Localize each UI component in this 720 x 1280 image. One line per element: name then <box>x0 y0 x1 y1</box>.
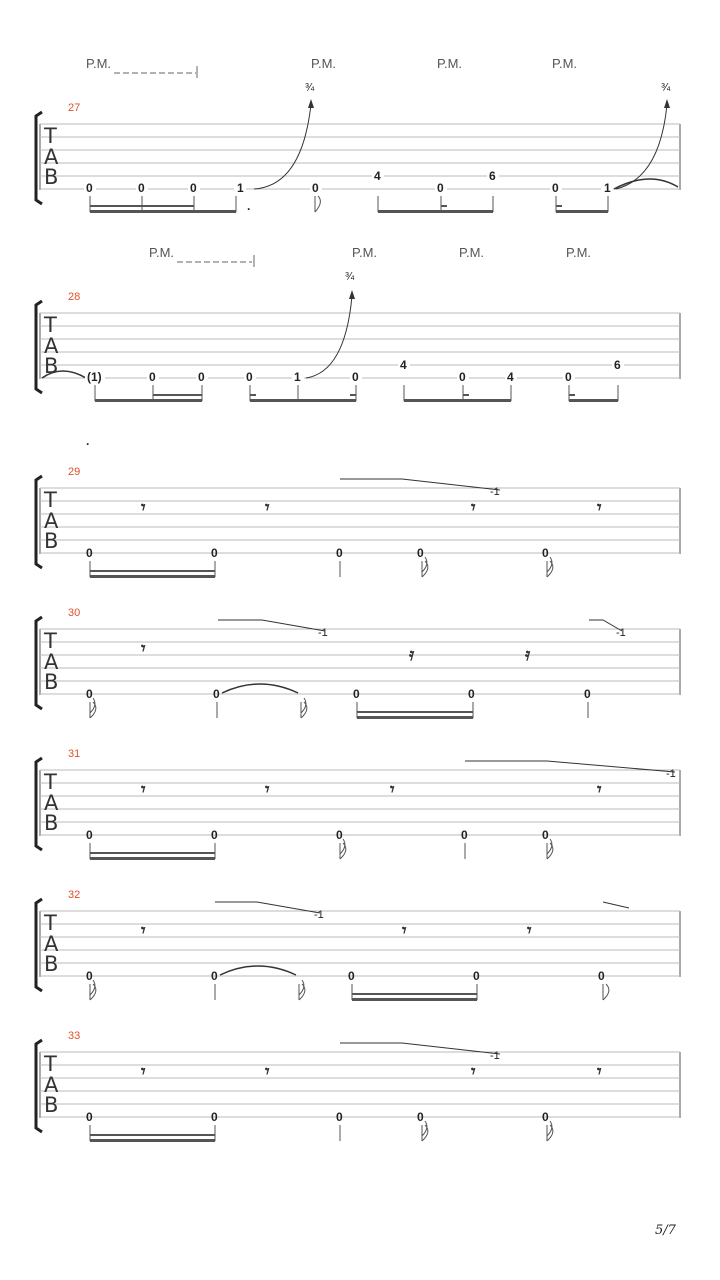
measure-number: 33 <box>68 1030 81 1042</box>
note-flag <box>547 557 553 577</box>
eighth-rest: 𝄾 <box>141 921 146 941</box>
fret-number: 0 <box>149 370 156 384</box>
fret-number: 0 <box>213 687 220 701</box>
palm-mute-label: P.M. <box>459 245 485 260</box>
note-flag <box>422 1121 428 1141</box>
rhythm-stems <box>90 984 603 1000</box>
rhythm-beams <box>352 993 477 1001</box>
rhythm-stems <box>95 385 618 401</box>
fret-number: 0 <box>473 969 480 983</box>
whammy-amount: -1 <box>490 486 500 498</box>
eighth-rest: 𝄾 <box>527 921 532 941</box>
palm-mute-label: P.M. <box>311 56 337 71</box>
staff-lines <box>40 770 680 835</box>
tie-arc <box>614 179 678 189</box>
rests <box>141 639 531 665</box>
tab-clef-b: B <box>44 811 59 835</box>
fret-number: 0 <box>542 828 549 842</box>
eighth-rest: 𝄾 <box>471 1062 476 1082</box>
note-flag <box>603 984 609 1000</box>
sixteenth-rest: 𝄿 <box>409 645 415 665</box>
note-flag <box>547 839 553 859</box>
system-28 <box>36 245 680 402</box>
system-33 <box>36 1030 680 1142</box>
fret-number: 0 <box>352 370 359 384</box>
rhythm-stems <box>90 843 547 859</box>
tab-clef-t: T <box>44 488 57 512</box>
system-30 <box>36 607 680 719</box>
whammy-amount: -1 <box>318 627 328 639</box>
fret-number: 4 <box>374 169 381 183</box>
eighth-rest: 𝄾 <box>141 498 146 518</box>
bend-amount: ¾ <box>661 82 671 94</box>
eighth-rest: 𝄾 <box>471 498 476 518</box>
fret-number: 0 <box>584 687 591 701</box>
system-27 <box>36 56 680 213</box>
fret-number: 0 <box>417 1110 424 1124</box>
palm-mute-label: P.M. <box>352 245 378 260</box>
note-flag <box>422 557 428 577</box>
fret-numbers <box>85 356 624 384</box>
eighth-rest: 𝄾 <box>265 1062 270 1082</box>
eighth-rest: 𝄾 <box>141 780 146 800</box>
bend-arrowhead <box>349 290 355 299</box>
fret-number: (1) <box>87 370 102 384</box>
palm-mute-label: P.M. <box>149 245 175 260</box>
palm-mute-label: P.M. <box>552 56 578 71</box>
fret-number: 0 <box>437 181 444 195</box>
note-flag <box>340 839 346 859</box>
tab-clef-b: B <box>44 354 59 378</box>
augmentation-dot: . <box>247 199 251 213</box>
fret-number: 0 <box>459 370 466 384</box>
rhythm-stems <box>90 196 608 212</box>
staff-lines <box>40 911 680 976</box>
tab-clef-a: A <box>44 145 59 169</box>
tab-clef-a: A <box>44 932 59 956</box>
measure-number: 28 <box>68 291 81 303</box>
fret-number: 0 <box>86 687 93 701</box>
eighth-rest: 𝄾 <box>141 639 146 659</box>
fret-number: 0 <box>312 181 319 195</box>
system-bracket <box>36 1040 42 1132</box>
rhythm-stems <box>90 561 547 577</box>
measure-number: 30 <box>68 607 81 619</box>
eighth-rest: 𝄾 <box>597 498 602 518</box>
palm-mute-label: P.M. <box>86 56 112 71</box>
rhythm-beams <box>90 205 608 213</box>
rhythm-beams <box>90 1134 215 1142</box>
fret-number: 0 <box>542 546 549 560</box>
rhythm-stems <box>90 1125 547 1141</box>
eighth-rest: 𝄾 <box>597 780 602 800</box>
fret-number: 0 <box>190 181 197 195</box>
whammy-amount: -1 <box>616 627 626 639</box>
tie-arc <box>222 684 298 693</box>
eighth-rest: 𝄾 <box>390 780 395 800</box>
rhythm-beams <box>90 570 215 578</box>
fret-number: 0 <box>336 546 343 560</box>
fret-number: 0 <box>211 969 218 983</box>
measure-number: 27 <box>68 102 81 114</box>
measure-number: 29 <box>68 466 81 478</box>
tab-clef-a: A <box>44 650 59 674</box>
note-flag <box>90 698 96 718</box>
palm-mute-label: P.M. <box>437 56 463 71</box>
fret-number: 1 <box>237 181 244 195</box>
fret-number: 0 <box>246 370 253 384</box>
fret-number: 0 <box>468 687 475 701</box>
staff-lines <box>40 488 680 553</box>
fret-number: 0 <box>353 687 360 701</box>
fret-number: 1 <box>604 181 611 195</box>
fret-number: 0 <box>336 1110 343 1124</box>
staff-lines <box>40 313 680 378</box>
system-31 <box>36 748 680 860</box>
tab-clef-a: A <box>44 791 59 815</box>
fret-number: 0 <box>598 969 605 983</box>
note-flag <box>547 1121 553 1141</box>
rhythm-stems <box>90 702 588 718</box>
tab-clef-b: B <box>44 952 59 976</box>
eighth-rest: 𝄾 <box>141 1062 146 1082</box>
staff-lines <box>40 1052 680 1117</box>
fret-number: 0 <box>86 969 93 983</box>
eighth-rest: 𝄾 <box>597 1062 602 1082</box>
system-bracket <box>36 301 42 393</box>
fret-number: 0 <box>552 181 559 195</box>
system-bracket <box>36 476 42 568</box>
system-bracket <box>36 112 42 204</box>
tab-clef-a: A <box>44 1073 59 1097</box>
fret-number: 6 <box>489 169 496 183</box>
system-32 <box>36 889 680 1001</box>
fret-number: 0 <box>211 1110 218 1124</box>
tie-arc <box>220 966 296 975</box>
fret-number: 4 <box>507 370 514 384</box>
tab-clef-t: T <box>44 1052 57 1076</box>
fret-number: 4 <box>400 358 407 372</box>
whammy-dive-line <box>603 902 629 908</box>
eighth-rest: 𝄾 <box>265 780 270 800</box>
fret-number: 0 <box>542 1110 549 1124</box>
note-flag <box>299 980 305 1000</box>
system-bracket <box>36 899 42 991</box>
rhythm-beams <box>357 711 473 719</box>
fret-number: 0 <box>86 546 93 560</box>
whammy-amount: -1 <box>666 768 676 780</box>
whammy-amount: -1 <box>490 1050 500 1062</box>
system-29 <box>36 466 680 578</box>
tab-clef-b: B <box>44 1093 59 1117</box>
tab-clef-t: T <box>44 313 57 337</box>
fret-numbers <box>84 167 613 195</box>
fret-number: 0 <box>211 546 218 560</box>
tab-clef-t: T <box>44 770 57 794</box>
staff-lines <box>40 124 680 189</box>
note-flag <box>90 980 96 1000</box>
augmentation-dot: . <box>86 434 90 448</box>
fret-number: 0 <box>461 828 468 842</box>
measure-number: 32 <box>68 889 81 901</box>
bend-amount: ¾ <box>305 82 315 94</box>
sixteenth-rest: 𝄿 <box>525 645 531 665</box>
eighth-rest: 𝄾 <box>265 498 270 518</box>
measure-number: 31 <box>68 748 81 760</box>
system-bracket <box>36 758 42 850</box>
fret-number: 0 <box>417 546 424 560</box>
tab-clef-b: B <box>44 670 59 694</box>
eighth-rest: 𝄾 <box>402 921 407 941</box>
fret-number: 0 <box>86 828 93 842</box>
fret-number: 0 <box>348 969 355 983</box>
whammy-amount: -1 <box>314 909 324 921</box>
rhythm-beams <box>90 852 215 860</box>
fret-number: 0 <box>86 1110 93 1124</box>
bend-curve <box>306 296 352 378</box>
fret-number: 6 <box>614 358 621 372</box>
tab-clef-b: B <box>44 165 59 189</box>
staff-lines <box>40 629 680 694</box>
fret-number: 0 <box>336 828 343 842</box>
fret-number: 0 <box>86 181 93 195</box>
fret-number: 1 <box>294 370 301 384</box>
tab-clef-t: T <box>44 911 57 935</box>
tab-clef-t: T <box>44 629 57 653</box>
tab-clef-a: A <box>44 509 59 533</box>
note-flag <box>301 698 307 718</box>
system-bracket <box>36 617 42 709</box>
fret-number: 0 <box>138 181 145 195</box>
page-number: 5/7 <box>655 1223 676 1238</box>
bend-amount: ¾ <box>345 271 355 283</box>
tab-clef-b: B <box>44 529 59 553</box>
tab-clef-a: A <box>44 334 59 358</box>
note-flag <box>315 196 320 212</box>
bend-arrowhead <box>308 99 314 108</box>
bend-arrowhead <box>664 99 670 108</box>
palm-mute-label: P.M. <box>566 245 592 260</box>
fret-number: 0 <box>211 828 218 842</box>
fret-number: 0 <box>565 370 572 384</box>
tab-clef-t: T <box>44 124 57 148</box>
fret-number: 0 <box>198 370 205 384</box>
